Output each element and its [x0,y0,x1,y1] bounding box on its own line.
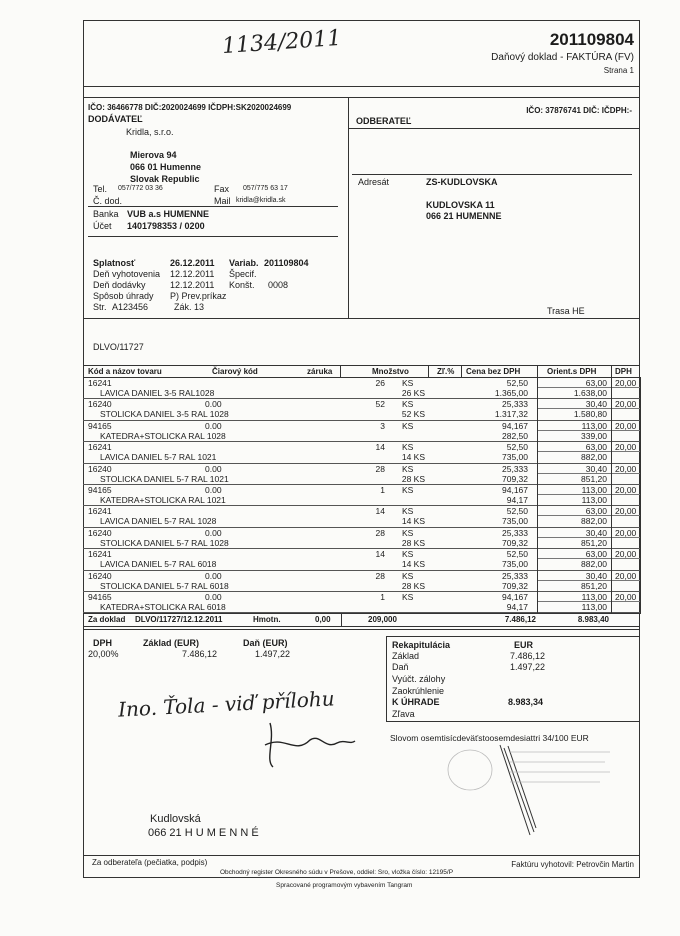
row-sub-divider [537,558,640,559]
item-unit: KS [402,399,414,410]
tel-value: 057/772 03 36 [118,185,163,192]
item-orient-total: 851,20 [581,580,607,591]
item-orient: 30,40 [585,570,607,581]
item-code: 94165 [88,420,112,431]
recap-tax-label: Daň [392,662,409,672]
item-orient: 113,00 [581,485,607,495]
col-header-discount: Zľ.% [437,367,455,376]
item-vat: 20,00 [615,463,637,474]
variab-label: Variab. [229,258,259,268]
item-qty2: 28 KS [401,537,425,548]
divider [83,613,640,614]
specif-label: Špecif. [229,269,257,279]
item-vat: 20,00 [615,442,637,453]
page-number: Strana 1 [603,66,634,75]
item-price: 94,167 [502,592,528,602]
row-sub-divider [537,387,640,388]
item-price-total: 735,00 [502,559,528,570]
row-sub-divider [537,430,640,431]
item-name: KATEDRA+STOLICKA RAL 6018 [100,602,226,612]
footer-register: Obchodný register Okresného súdu v Prešove, oddiel: Sro, vložka číslo: 12195/P [220,869,454,876]
item-unit: KS [402,592,414,602]
item-qty2: 14 KS [401,452,425,463]
item-orient: 63,00 [585,549,607,560]
footer-software: Spracované programovým vybavením Tangram [276,882,413,889]
item-name: KATEDRA+STOLICKA RAL 1021 [100,495,226,505]
col-header-warranty: záruka [307,367,333,376]
item-orient: 30,40 [585,463,607,474]
issue-value: 12.12.2011 [170,269,215,279]
item-price: 52,50 [506,442,528,453]
item-warranty: 0.00 [205,399,222,410]
footer-left: Za odberateľa (pečiatka, podpis) [92,858,208,867]
item-price: 52,50 [506,378,528,388]
handwritten-ref: 1134/2011 [221,25,343,60]
konst-label: Konšt. [229,280,255,290]
item-name: STOLICKA DANIEL 5-7 RAL 1028 [100,537,229,548]
item-price-total: 709,32 [502,580,528,591]
supplier-city: 066 01 Humenne [130,162,202,172]
item-price: 94,167 [502,485,528,495]
item-price: 25,333 [502,399,528,410]
total-price: 7.486,12 [504,615,536,624]
payment-value: P) Prev.príkaz [170,291,227,301]
item-qty: 26 [375,378,385,388]
divider [611,377,612,614]
item-qty: 28 [375,570,385,581]
customer-label: ODBERATEĽ [356,116,412,126]
item-price-total: 1.317,32 [494,409,528,420]
item-code: 16241 [88,549,112,560]
item-name: LAVICA DANIEL 5-7 RAL 6018 [100,559,217,570]
item-unit: KS [402,485,414,495]
item-qty: 1 [380,592,385,602]
item-qty: 1 [380,485,385,495]
fax-label: Fax [214,184,230,194]
item-qty: 28 [375,527,385,538]
supplier-country: Slovak Republic [130,174,200,184]
item-warranty: 0.00 [205,463,222,474]
col-header-vat: DPH [615,367,632,376]
item-code: 94165 [88,592,112,602]
zak-label: Zák. [174,302,192,312]
item-orient-total: 113,00 [581,495,607,505]
footer-right: Faktúru vyhotovil: Petrovčin Martin [511,860,634,869]
recap-base-label: Základ [392,651,420,661]
row-sub-divider [537,601,640,602]
fax-value: 057/775 63 17 [243,185,288,192]
item-orient-total: 882,00 [581,452,607,463]
signature [255,715,365,775]
payment-label: Spôsob úhrady [93,291,154,301]
trasa: Trasa HE [547,306,585,316]
supplier-label: DODÁVATEĽ [88,114,143,124]
item-name: LAVICA DANIEL 5-7 RAL 1021 [100,452,217,463]
item-qty2: 26 KS [401,388,425,398]
item-unit: KS [402,442,414,453]
mail-label: Mail [214,196,231,206]
item-warranty: 0.00 [205,592,222,602]
item-vat: 20,00 [615,570,637,581]
col-header-orient: Orient.s DPH [547,367,597,376]
supplier-ids: IČO: 36466778 DIČ:2020024699 IČDPH:SK2020024699 [88,103,292,112]
item-unit: KS [402,506,414,517]
row-sub-divider [537,515,640,516]
bank-value: VUB a.s HUMENNE [127,209,210,219]
handwritten-note: Ino. Ťola - viď přílohu [117,686,336,722]
item-orient: 30,40 [585,399,607,410]
recap-pay: 8.983,34 [508,697,544,707]
item-vat: 20,00 [615,592,637,602]
cdod-label: Č. dod. [93,196,123,206]
vat-header-base: Základ (EUR) [143,638,200,648]
divider [83,626,640,627]
item-warranty: 0.00 [205,570,222,581]
item-orient-total: 1.580,80 [573,409,607,420]
divider [83,855,640,856]
weight-value: 0,00 [315,615,331,624]
str-value: A123456 [112,302,149,312]
item-price: 25,333 [502,527,528,538]
item-code: 16241 [88,378,112,388]
item-code: 16240 [88,527,112,538]
item-code: 16240 [88,399,112,410]
stamp-name: Kudlovská [150,813,201,825]
item-price-total: 94,17 [506,602,528,612]
item-price-total: 94,17 [506,495,528,505]
customer-city: 066 21 HUMENNE [426,211,502,221]
total-ref: DLVO/11727/12.12.2011 [135,615,223,624]
item-qty2: 28 KS [401,580,425,591]
item-price-total: 709,32 [502,537,528,548]
vat-header-rate: DPH [93,638,113,648]
bank-label: Banka [93,209,119,219]
item-qty2: 52 KS [401,409,425,420]
col-header-name: Kód a názov tovaru [88,367,162,376]
item-code: 16241 [88,506,112,517]
recap-rounding-label: Zaokrúhlenie [392,686,445,696]
item-warranty: 0.00 [205,420,222,431]
row-sub-divider [537,537,640,538]
item-code: 94165 [88,485,112,495]
item-name: STOLICKA DANIEL 3-5 RAL 1028 [100,409,229,420]
divider [640,377,641,614]
divider [341,613,342,626]
item-unit: KS [402,549,414,560]
col-header-barcode: Čiarový kód [212,367,258,376]
item-orient: 63,00 [585,506,607,517]
item-qty2: 14 KS [401,516,425,527]
mail-value[interactable]: kridla@kridla.sk [236,197,286,204]
item-price: 52,50 [506,506,528,517]
total-qty: 209,000 [368,615,397,624]
col-header-qty: Množstvo [372,367,409,376]
faint-stamp [440,738,620,798]
divider [537,365,538,377]
item-orient-total: 882,00 [581,559,607,570]
item-vat: 20,00 [615,506,637,517]
item-price: 25,333 [502,463,528,474]
row-sub-divider [537,473,640,474]
recap-tax: 1.497,22 [510,662,546,672]
amount-in-words: Slovom osemtisícdeväťstoosemdesiattri 34/100 EUR [390,733,589,743]
customer-street: KUDLOVSKA 11 [426,200,495,210]
item-warranty: 0.00 [205,485,222,495]
tel-label: Tel. [93,184,108,194]
item-price: 25,333 [502,570,528,581]
divider [537,377,538,614]
item-orient-total: 113,00 [581,602,607,612]
item-code: 16241 [88,442,112,453]
item-orient: 113,00 [581,420,607,431]
item-orient-total: 882,00 [581,516,607,527]
col-header-price: Cena bez DPH [466,367,521,376]
item-orient: 63,00 [585,442,607,453]
stamp-city: 066 21 H U M E N N É [148,827,259,839]
divider [461,365,462,377]
item-price-total: 1.365,00 [494,388,528,398]
item-vat: 20,00 [615,527,637,538]
account-value: 1401798353 / 0200 [127,221,205,231]
item-qty2: 28 KS [401,473,425,484]
supplier-street: Mierova 94 [130,150,177,160]
due-value: 26.12.2011 [170,258,215,268]
invoice-number: 201109804 [549,30,634,49]
item-vat: 20,00 [615,399,637,410]
row-sub-divider [537,451,640,452]
item-unit: KS [402,463,414,474]
item-name: KATEDRA+STOLICKA RAL 1028 [100,430,226,441]
vat-tax: 1.497,22 [255,649,291,659]
recap-base: 7.486,12 [510,651,546,661]
item-qty2: 14 KS [401,559,425,570]
recap-advance-label: Vyúčt. zálohy [392,674,446,684]
item-qty: 14 [375,442,385,453]
item-vat: 20,00 [615,485,637,495]
vat-header-tax: Daň (EUR) [243,638,288,648]
item-qty: 3 [380,420,385,431]
vat-base: 7.486,12 [182,649,218,659]
variab-value: 201109804 [264,258,309,268]
item-price-total: 735,00 [502,452,528,463]
item-orient-total: 1.638,00 [573,388,607,398]
due-label: Splatnosť [93,258,136,268]
item-orient-total: 339,00 [581,430,607,441]
konst-value: 0008 [268,280,289,290]
account-label: Účet [93,221,112,231]
vat-rate: 20,00% [88,649,119,659]
row-sub-divider [537,494,640,495]
supplier-name: Kridla, s.r.o. [126,127,174,137]
recap-discount-label: Zľava [392,709,415,719]
item-name: LAVICA DANIEL 3-5 RAL1028 [100,388,215,398]
item-code: 16240 [88,463,112,474]
recap-currency: EUR [514,640,534,650]
divider [340,365,341,377]
item-orient-total: 851,20 [581,473,607,484]
item-name: STOLICKA DANIEL 5-7 RAL 1021 [100,473,229,484]
item-vat: 20,00 [615,378,637,388]
item-orient: 63,00 [585,378,607,388]
item-qty: 52 [375,399,385,410]
dlvo-ref: DLVO/11727 [93,342,144,352]
doc-type: Daňový doklad - FAKTÚRA (FV) [491,52,634,63]
item-price: 94,167 [502,420,528,431]
item-code: 16240 [88,570,112,581]
recap-pay-label: K ÚHRADE [392,697,440,707]
item-orient: 30,40 [585,527,607,538]
issue-label: Deň vyhotovenia [93,269,161,279]
item-unit: KS [402,420,414,431]
customer-name: ZS-KUDLOVSKA [426,177,498,187]
recap-title: Rekapitulácia [392,640,451,650]
delivery-label: Deň dodávky [93,280,146,290]
total-orient: 8.983,40 [577,615,609,624]
divider [428,365,429,377]
item-name: STOLICKA DANIEL 5-7 RAL 6018 [100,580,229,591]
row-sub-divider [537,580,640,581]
item-orient-total: 851,20 [581,537,607,548]
item-price-total: 709,32 [502,473,528,484]
divider [611,365,612,377]
customer-ids: IČO: 37876741 DIČ: IČDPH:- [526,106,632,115]
item-vat: 20,00 [615,549,637,560]
total-label: Za doklad [88,615,126,624]
item-unit: KS [402,527,414,538]
item-qty: 14 [375,506,385,517]
zak-value: 13 [194,302,205,312]
item-qty: 28 [375,463,385,474]
item-name: LAVICA DANIEL 5-7 RAL 1028 [100,516,217,527]
item-price-total: 282,50 [502,430,528,441]
item-orient: 113,00 [581,592,607,602]
item-unit: KS [402,378,414,388]
item-qty: 14 [375,549,385,560]
weight-label: Hmotn. [253,615,281,624]
item-warranty: 0.00 [205,527,222,538]
address-label: Adresát [358,177,390,187]
row-sub-divider [537,408,640,409]
str-label: Str. [93,302,107,312]
item-price-total: 735,00 [502,516,528,527]
item-price: 52,50 [506,549,528,560]
divider [83,629,640,630]
delivery-value: 12.12.2011 [170,280,215,290]
item-vat: 20,00 [615,420,637,431]
item-unit: KS [402,570,414,581]
